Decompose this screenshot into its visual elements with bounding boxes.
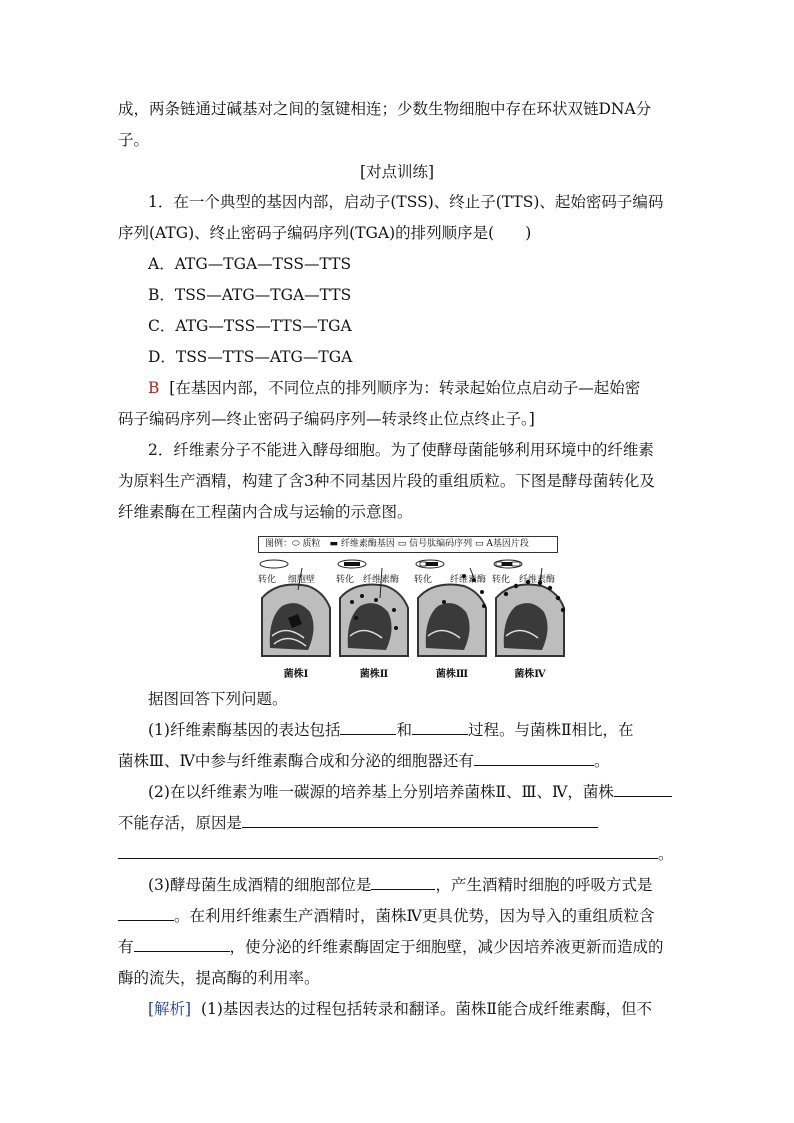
q2-part1-line2: 菌株Ⅲ、Ⅳ中参与纤维素酶合成和分泌的细胞器还有 。 <box>118 752 610 770</box>
section-title: [对点训练] <box>359 163 435 181</box>
answer-blank <box>134 937 230 952</box>
q2-stem-3: 纤维素酶在工程菌内合成与运输的示意图。 <box>118 503 413 521</box>
q1-option-d: D．TSS—TTS—ATG—TGA <box>148 348 353 366</box>
q1-stem-2: 序列(ATG)、终止密码子编码序列(TGA)的排列顺序是( ) <box>118 224 532 242</box>
strain-4-annotation: 转化 纤维素酶 <box>492 575 556 585</box>
answer-blank <box>474 751 594 766</box>
analysis-text: (1)基因表达的过程包括转录和翻译。菌株Ⅱ能合成纤维素酶，但不 <box>200 1000 652 1018</box>
intro-line-1: 成，两条链通过碱基对之间的氢键相连；少数生物细胞中存在环状双链DNA分 <box>118 100 652 118</box>
strain-1-label: 菌株Ⅰ <box>283 669 309 680</box>
q2-prompt: 据图回答下列问题。 <box>148 690 288 708</box>
answer-blank <box>371 875 435 890</box>
q2-part3-line2: 。在利用纤维素生产酒精时，菌株Ⅳ更具优势，因为导入的重组质粒含 <box>118 906 655 926</box>
answer-blank <box>118 906 174 921</box>
strain-1-annotation: 转化 细胞壁 <box>258 575 315 585</box>
analysis-tag: [解析] <box>148 1000 192 1018</box>
yeast-diagram <box>258 536 558 680</box>
q1-answer-line <box>148 378 640 398</box>
q1-explain-2: 码子编码序列—终止密码子编码序列—转录终止位点终止子。] <box>118 410 535 428</box>
q2-analysis-line <box>148 999 652 1019</box>
q2-part3-line3: 有 ，使分泌的纤维素酶固定于细胞壁，减少因培养液更新而造成的 <box>118 938 664 956</box>
strain-4-label: 菌株Ⅳ <box>514 669 546 680</box>
strain-panel-1 <box>258 558 334 678</box>
q2-part2-line2: 不能存活，原因是 <box>118 813 598 833</box>
q2-part3-line1: (3)酵母菌生成酒精的细胞部位是 ，产生酒精时细胞的呼吸方式是 <box>148 876 653 894</box>
q2-part2-line1: (2)在以纤维素为唯一碳源的培养基上分别培养菌株Ⅱ、Ⅲ、Ⅳ，菌株 <box>148 782 672 802</box>
answer-blank <box>412 720 468 735</box>
strain-2-label: 菌株Ⅱ <box>359 669 389 680</box>
q2-stem-2: 为原料生产酒精，构建了含3种不同基因片段的重组质粒。下图是酵母菌转化及 <box>118 472 655 490</box>
strain-panel-3 <box>414 558 490 678</box>
strain-2-annotation: 转化 纤维素酶 <box>336 575 400 585</box>
q1-option-a: A．ATG—TGA—TSS—TTS <box>148 255 352 273</box>
q1-explain-1: [在基因内部，不同位点的排列顺序为：转录起始位点启动子—起始密 <box>169 379 641 397</box>
answer-blank <box>340 720 396 735</box>
q1-stem-1: 1．在一个典型的基因内部，启动子(TSS)、终止子(TTS)、起始密码子编码 <box>148 193 664 211</box>
q1-option-b: B．TSS—ATG—TGA—TTS <box>148 286 352 304</box>
q2-stem-1: 2．纤维素分子不能进入酵母细胞。为了使酵母菌能够利用环境中的纤维素 <box>148 441 654 459</box>
q1-answer: B <box>148 379 160 397</box>
q2-part3-line4: 酶的流失，提高酶的利用率。 <box>118 969 320 987</box>
diagram-legend: 图例：⬭ 质粒 ▬ 纤维素酶基因 ▭ 信号肽编码序列 ▭ A基因片段 <box>258 536 558 553</box>
strain-3-annotation: 转化 纤维素酶 <box>414 575 487 585</box>
strain-panel-2 <box>336 558 412 678</box>
intro-line-2: 子。 <box>118 131 150 149</box>
q2-part1-line1: (1)纤维素酶基因的表达包括 和 过程。与菌株Ⅱ相比，在 <box>148 721 634 739</box>
answer-blank <box>242 813 598 828</box>
strain-3-label: 菌株Ⅲ <box>435 669 469 680</box>
answer-blank <box>118 844 658 859</box>
q1-option-c: C．ATG—TSS—TTS—TGA <box>148 317 352 335</box>
answer-blank <box>614 782 672 797</box>
strain-panel-4 <box>492 558 568 678</box>
q2-part2-line3: 。 <box>118 844 674 864</box>
